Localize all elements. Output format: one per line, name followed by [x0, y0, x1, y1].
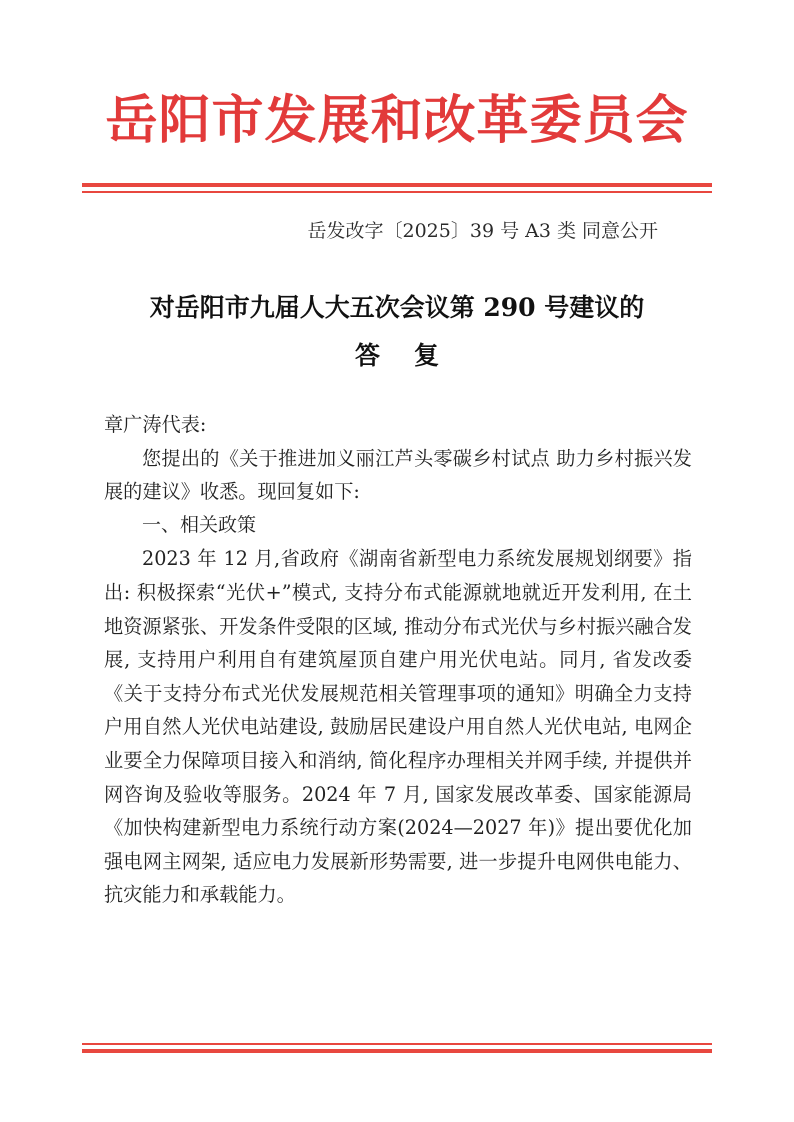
- document-number: 岳发改字〔2025〕39 号 A3 类 同意公开: [307, 220, 658, 242]
- footer-rule-thin: [82, 1043, 712, 1045]
- document-body: [104, 408, 692, 912]
- letterhead-organization: 岳阳市发展和改革委员会: [105, 90, 689, 151]
- header-rule-thick: [82, 183, 712, 187]
- section-heading-policies: 一、相关政策: [142, 513, 257, 536]
- header-rule-thin: [82, 191, 712, 193]
- footer-rule-thick: [82, 1049, 712, 1053]
- document-title-line2: 答复: [354, 341, 473, 370]
- document-title-line1: 对岳阳市九届人大五次会议第 290 号建议的: [149, 293, 645, 322]
- salutation: 章广涛代表:: [104, 413, 207, 436]
- intro-paragraph: 您提出的《关于推进加义丽江芦头零碳乡村试点 助力乡村振兴发展的建议》收悉。现回复如下:: [104, 446, 692, 504]
- policies-paragraph: 2023 年 12 月,省政府《湖南省新型电力系统发展规划纲要》指出: 积极探索“光伏+”模式, 支持分布式能源就地就近开发利用, 在土地资源紧张、开发条件受限的区域, 推动分布式光伏与乡村振兴融合发展, 支持用户利用自有建筑屋顶自建户用光伏电站。同月, 省发改委《关于支持分布式光伏发展规范相关管理事项的通知》明确全力支持户用自然人光伏电站建设, 鼓励居民建设户用自然人光伏电站, 电网企业要全力保障项目接入和消纳, 简化程序办理相关并网手续, 并提供并网咨询及验收等服务。2024 年 7 月, 国家发展改革委、国家能源局《加快构建新型电力系统行动方案(2024—2027 年)》提出要优化加强电网主网架, 适应电力发展新形势需要, 进一步提升电网供电能力、抗灾能力和承载能力。: [104, 547, 692, 907]
